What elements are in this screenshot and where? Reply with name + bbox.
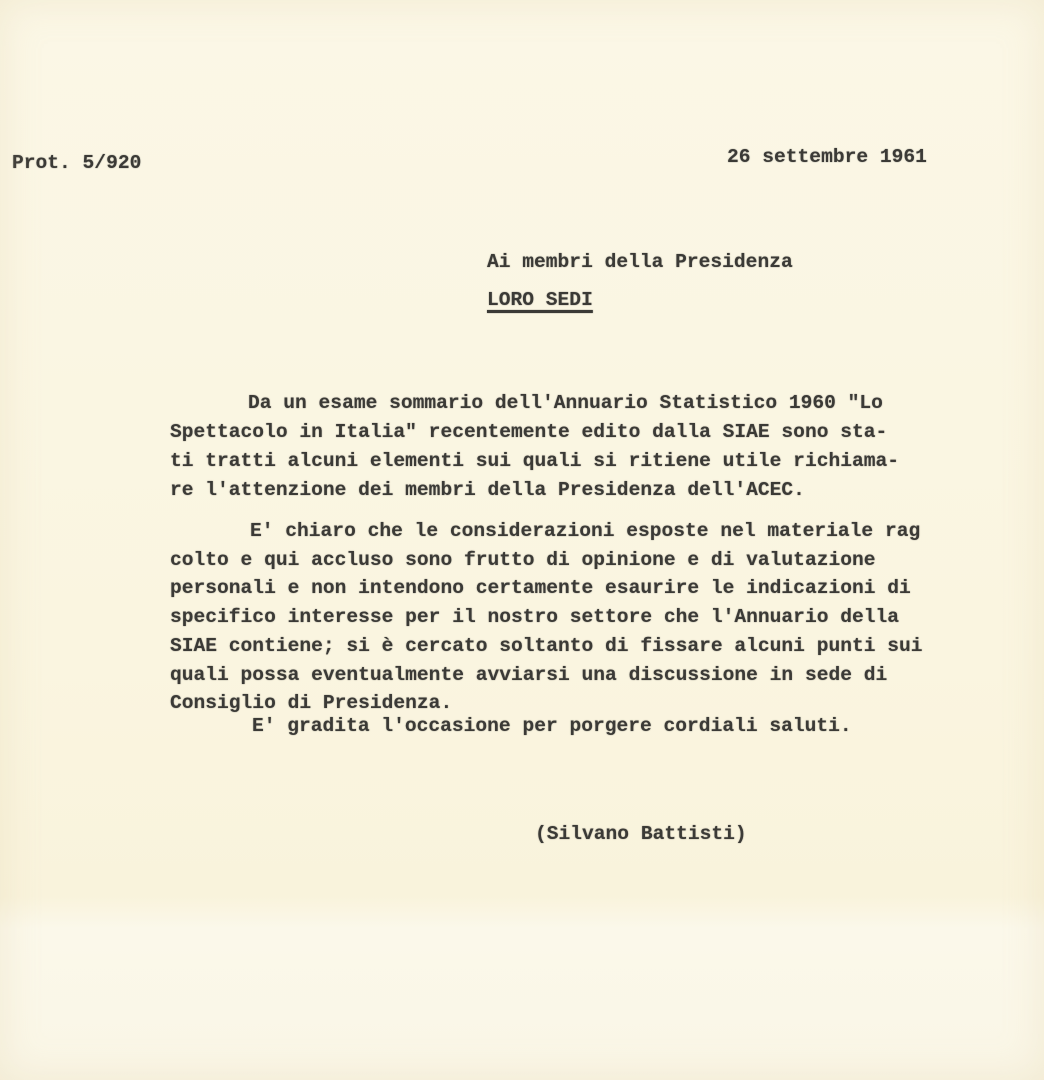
text-line: ti tratti alcuni elementi sui quali si ritiene utile richiama- xyxy=(170,450,900,472)
text-line: Consiglio di Presidenza. xyxy=(170,692,453,714)
protocol-number: Prot. 5/920 xyxy=(12,152,142,174)
signature: (Silvano Battisti) xyxy=(535,823,747,845)
text-line: Spettacolo in Italia" recentemente edito dalla SIAE sono sta- xyxy=(170,421,888,443)
text-line: specifico interesse per il nostro settore che l'Annuario della xyxy=(170,606,900,628)
letter-date: 26 settembre 1961 xyxy=(727,146,927,168)
text-line: SIAE contiene; si è cercato soltanto di fissare alcuni punti sui xyxy=(170,635,923,657)
text-line: personali e non intendono certamente esaurire le indicazioni di xyxy=(170,577,911,599)
text-line: quali possa eventualmente avviarsi una discussione in sede di xyxy=(170,664,888,686)
closing-line: E' gradita l'occasione per porgere cordiali saluti. xyxy=(252,715,852,737)
text-line: E' chiaro che le considerazioni esposte nel materiale rag xyxy=(250,520,921,542)
recipient-line: Ai membri della Presidenza xyxy=(487,251,793,273)
text-line: colto e qui accluso sono frutto di opinione e di valutazione xyxy=(170,549,876,571)
text-line: re l'attenzione dei membri della Presidenza dell'ACEC. xyxy=(170,479,805,501)
recipient-location: LORO SEDI xyxy=(487,289,593,311)
text-line: Da un esame sommario dell'Annuario Statistico 1960 "Lo xyxy=(248,392,883,414)
